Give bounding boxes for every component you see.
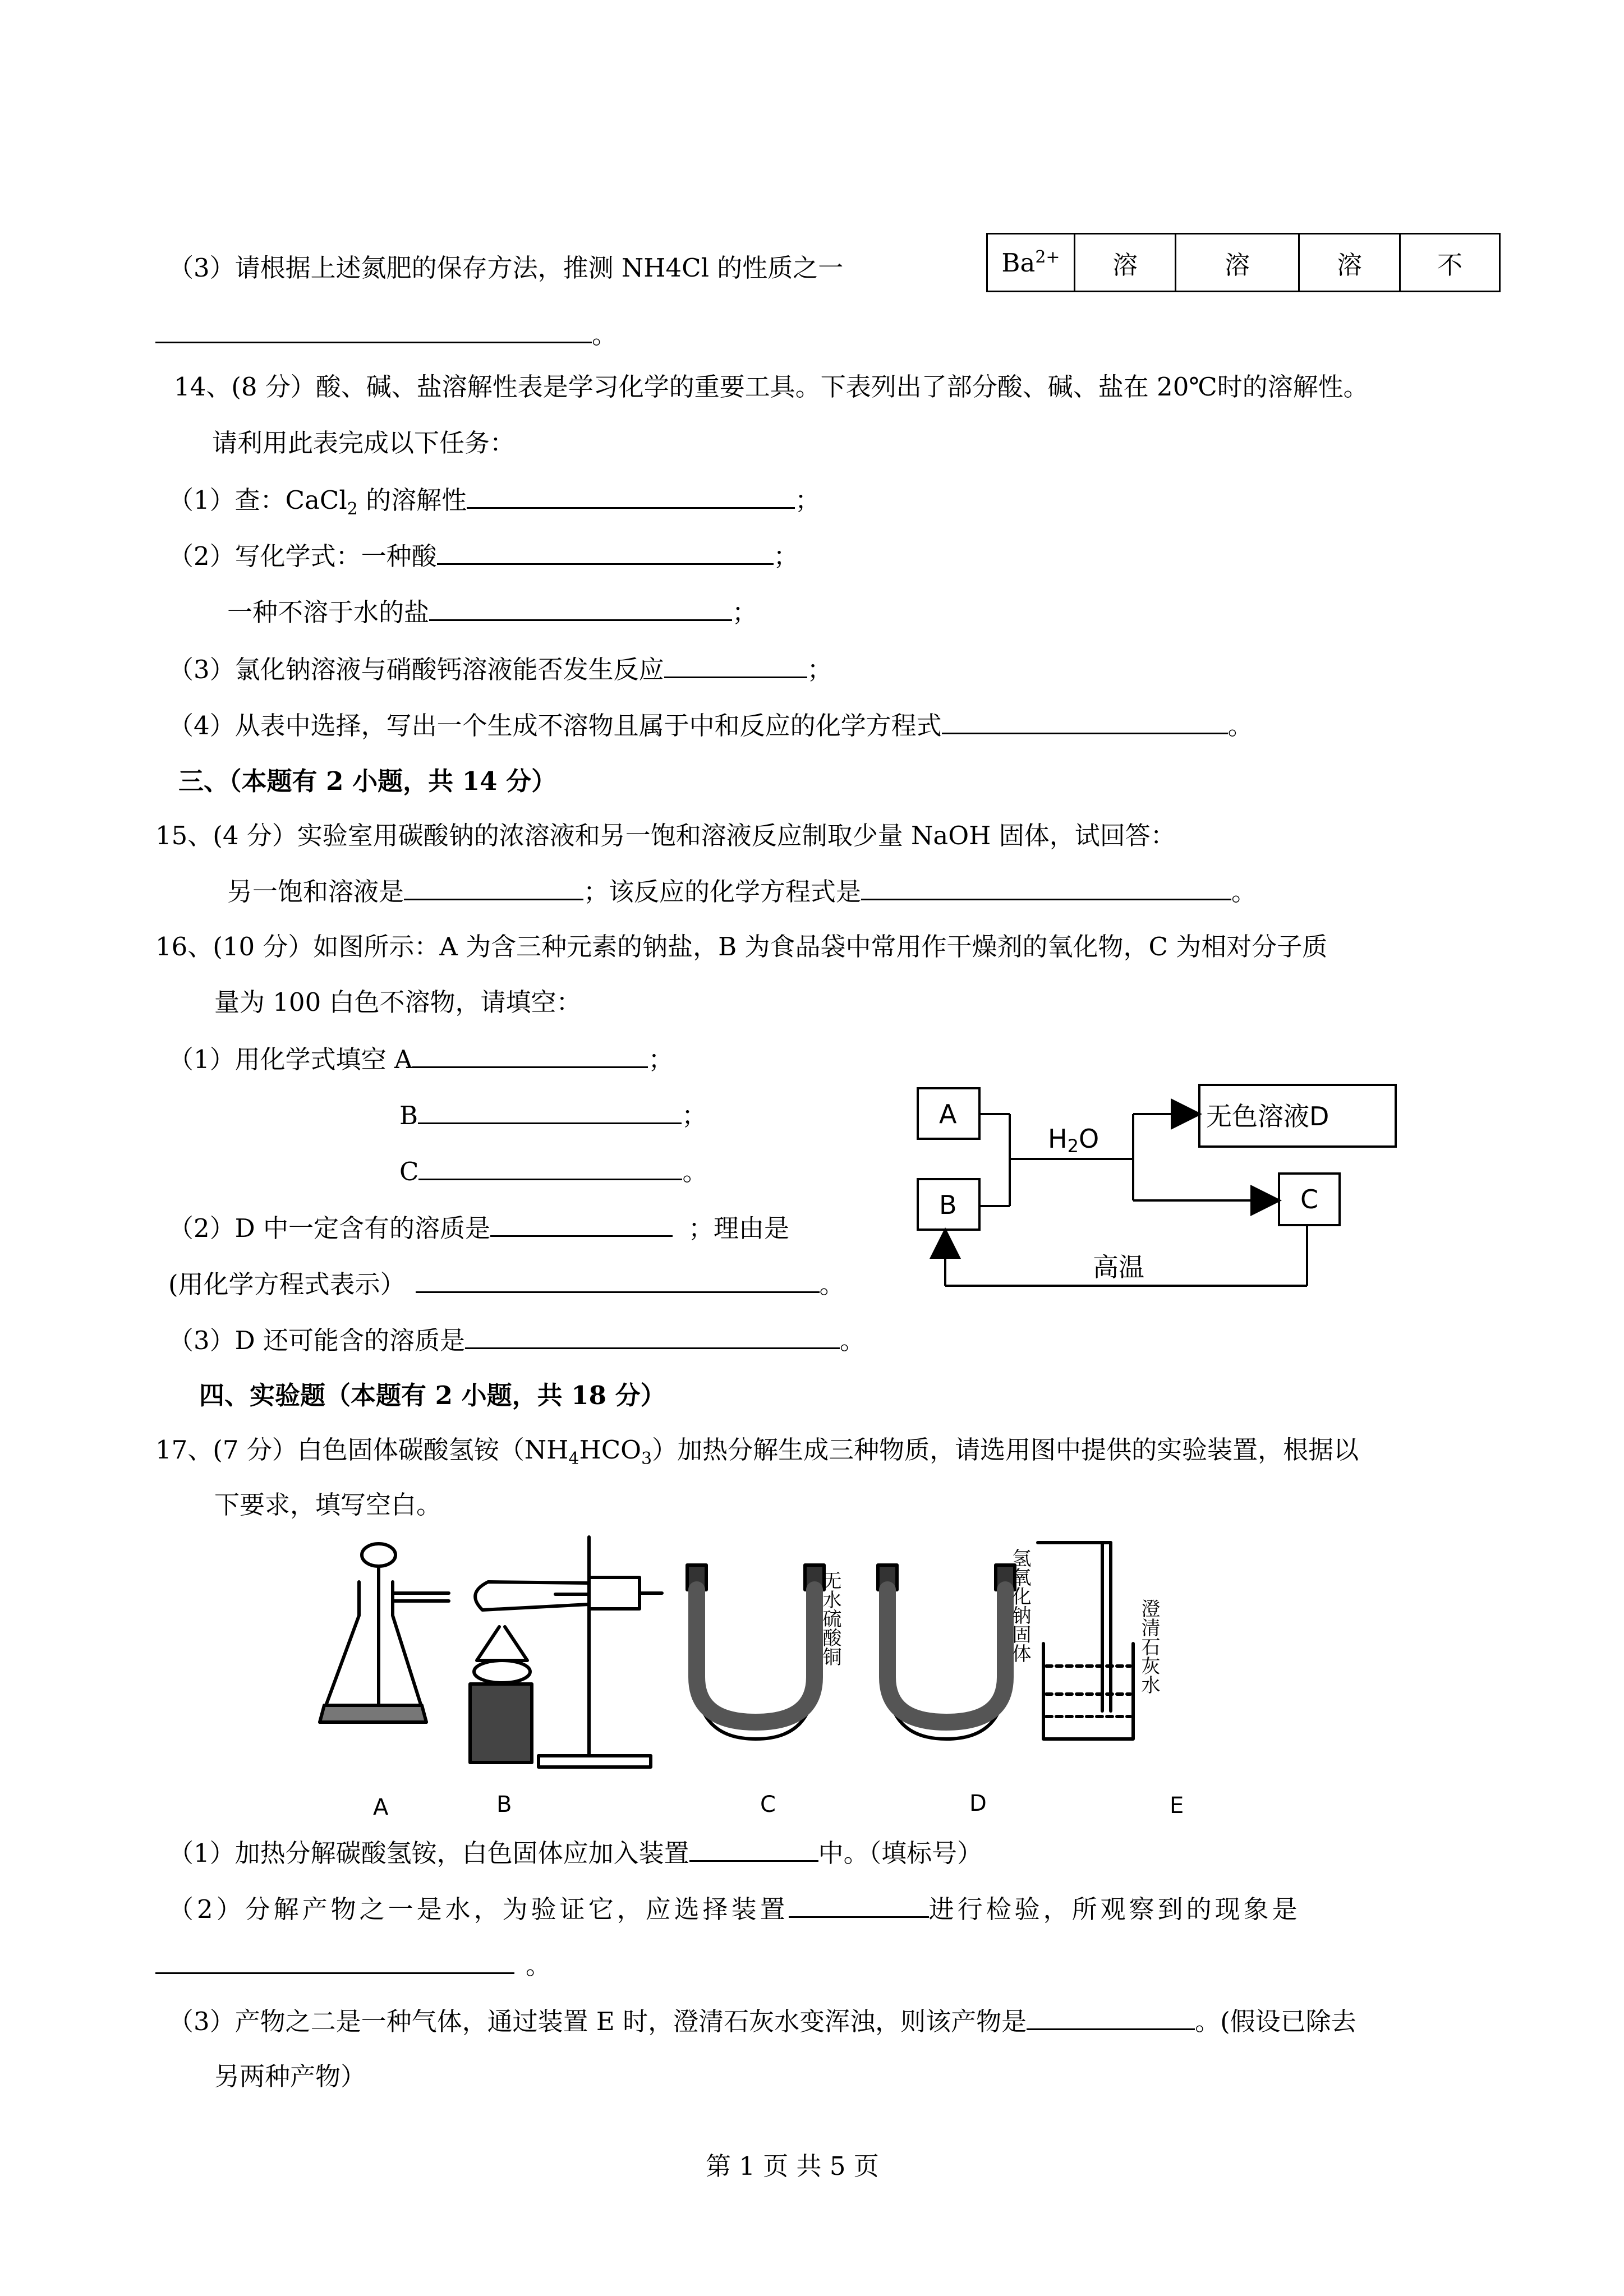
q16-part2-reason: (用化学方程式表示） 。	[168, 1267, 845, 1301]
answer-blank[interactable]	[412, 1042, 648, 1068]
answer-blank[interactable]	[437, 539, 774, 565]
label-anhydrous-copper-sulfate: 无水硫酸铜	[819, 1571, 841, 1666]
q17-line2: 下要求，填写空白。	[214, 1490, 442, 1520]
section-4-title: 四、实验题（本题有 2 小题，共 18 分）	[199, 1381, 666, 1410]
q14-part2b: 一种不溶于水的盐 ；	[227, 595, 757, 629]
q17-part1: （1）加热分解碳酸氢铵，白色固体应加入装置 中。（填标号）	[168, 1835, 982, 1870]
apparatus-figure	[314, 1531, 1257, 1823]
diagram-label-b: B	[939, 1190, 957, 1220]
q16-line1: 16、(10 分）如图所示：A 为含三种元素的钠盐，B 为食品袋中常用作干燥剂的氧化物，C 为相对分子质	[155, 932, 1328, 961]
q17-part2: （2）分解产物之一是水，为验证它，应选择装置 进行检验，所观察到的现象是	[168, 1892, 1301, 1926]
table-row	[987, 234, 1500, 292]
solubility-table	[986, 233, 1501, 292]
answer-blank[interactable]	[942, 708, 1228, 734]
answer-blank[interactable]	[416, 1267, 820, 1293]
q14-intro2: 请利用此表完成以下任务：	[212, 428, 516, 458]
reaction-flow-diagram	[914, 1083, 1408, 1307]
q14-part3: （3）氯化钠溶液与硝酸钙溶液能否发生反应 ；	[168, 652, 832, 687]
answer-blank[interactable]	[664, 652, 807, 678]
page-footer: 第 1 页 共 5 页	[706, 2151, 879, 2181]
q16-part3: （3）D 还可能含的溶质是 。	[168, 1323, 865, 1358]
answer-blank[interactable]	[861, 874, 1231, 900]
table-cell-ion: $Ba^{2+}$	[987, 234, 1075, 292]
q16-part2: （2）D 中一定含有的溶质是 ；理由是	[168, 1211, 789, 1245]
answer-blank[interactable]	[418, 1098, 682, 1124]
q17-line1: 17、(7 分）白色固体碳酸氢铵$(NH_4HCO_3)$加热分解生成三种物质，请选用图中提供的实验装置，根据以	[155, 1435, 1359, 1469]
diagram-label-water: H2O	[1048, 1124, 1099, 1157]
diagram-label-c: C	[1300, 1184, 1319, 1214]
answer-blank[interactable]	[155, 1948, 514, 1974]
apparatus-label-d: D	[969, 1791, 987, 1816]
label-limewater: 澄清石灰水	[1138, 1599, 1160, 1694]
apparatus-label-a: A	[373, 1795, 389, 1820]
q17-part3: （3）产物之二是一种气体，通过装置 E 时，澄清石灰水变浑浊，则该产物是 。(假设已除去	[168, 2004, 1356, 2039]
q17-part3-cont: 另两种产物）	[214, 2062, 366, 2091]
q14-part1: （1）查：CaCl$_2$ 的溶解性 ；	[168, 482, 820, 517]
section-3-title: 三、（本题有 2 小题，共 14 分）	[178, 766, 557, 796]
q16-part1-b: B ；	[399, 1098, 707, 1133]
q17-part2-answer: 。	[155, 1948, 551, 1982]
answer-blank[interactable]	[1027, 2004, 1195, 2030]
answer-blank[interactable]	[689, 1835, 818, 1862]
q14-intro: 14、(8 分）酸、碱、盐溶解性表是学习化学的重要工具。下表列出了部分酸、碱、盐在 20℃时的溶解性。	[174, 372, 1369, 402]
diagram-label-heat: 高温	[1093, 1252, 1144, 1282]
apparatus-d	[878, 1565, 1015, 1739]
answer-blank[interactable]	[465, 1323, 840, 1349]
answer-blank[interactable]	[789, 1892, 929, 1918]
apparatus-label-b: B	[496, 1792, 512, 1818]
answer-blank[interactable]	[490, 1211, 673, 1237]
q15-line2: 另一饱和溶液是 ；该反应的化学方程式是 。	[227, 874, 1257, 909]
diagram-label-a: A	[939, 1099, 957, 1129]
answer-blank[interactable]	[404, 874, 583, 900]
q13-part3: （3）请根据上述氮肥的保存方法，推测 NH4Cl 的性质之一	[168, 253, 844, 283]
apparatus-c	[687, 1565, 824, 1739]
label-sodium-hydroxide: 氢氧化钠固体	[1009, 1548, 1031, 1663]
apparatus-e	[1038, 1543, 1133, 1739]
q13-answer-line: 。	[155, 317, 617, 352]
q16-part1-c: C 。	[399, 1154, 707, 1189]
q16-part1-a: （1）用化学式填空 A ；	[168, 1042, 673, 1076]
apparatus-label-e: E	[1170, 1793, 1184, 1819]
q15-line1: 15、(4 分）实验室用碳酸钠的浓溶液和另一饱和溶液反应制取少量 NaOH 固体，试回答：	[155, 821, 1176, 850]
table-cell: 溶	[1299, 234, 1400, 292]
apparatus-b	[470, 1537, 662, 1767]
table-cell: 溶	[1075, 234, 1176, 292]
answer-blank[interactable]	[418, 1154, 682, 1180]
answer-blank[interactable]	[155, 317, 592, 343]
table-cell: 不	[1400, 234, 1500, 292]
q16-line2: 量为 100 白色不溶物，请填空：	[214, 987, 582, 1017]
answer-blank[interactable]	[467, 482, 795, 509]
q14-part2a: （2）写化学式：一种酸 ；	[168, 539, 799, 573]
table-cell: 溶	[1176, 234, 1299, 292]
answer-blank[interactable]	[429, 595, 732, 621]
apparatus-label-c: C	[760, 1792, 776, 1818]
diagram-label-d: 无色溶液D	[1206, 1101, 1329, 1131]
q14-part4: （4）从表中选择，写出一个生成不溶物且属于中和反应的化学方程式 。	[168, 708, 1253, 743]
apparatus-a	[320, 1544, 449, 1722]
